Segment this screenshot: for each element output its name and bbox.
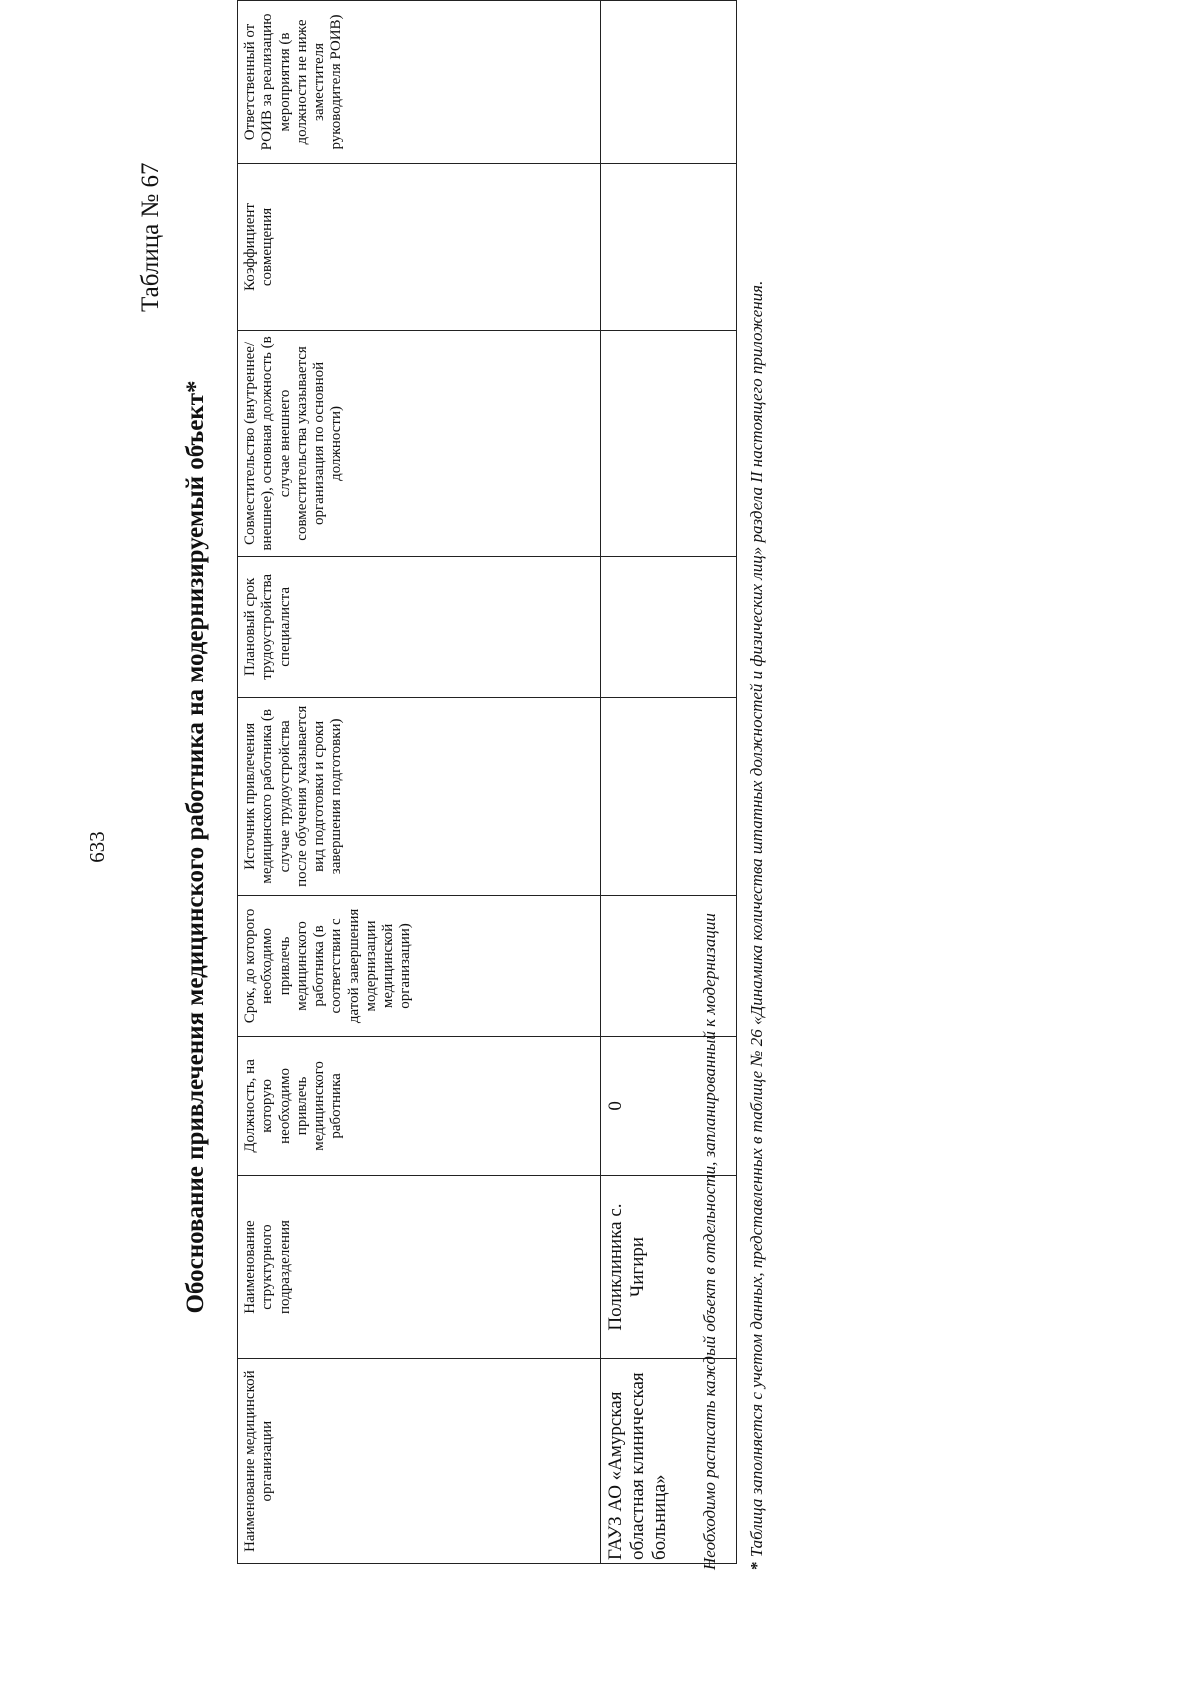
cell-organization: ГАУЗ АО «Амурская областная клиническая больница» — [601, 1359, 737, 1564]
column-header-deadline: Срок, до которого необходимо привлечь медицинского работника (в соответствии с датой завершения модернизации медицинской организации) — [238, 895, 601, 1036]
column-header-responsible: Ответственный от РОИВ за реализацию мероприятия (в должности не ниже заместителя руководителя РОИВ) — [238, 1, 601, 164]
column-header-coefficient: Коэффициент совмещения — [238, 163, 601, 330]
cell-subdivision: Поликлиника с. Чигири — [601, 1175, 737, 1359]
document-title: Обоснование привлечения медицинского работника на модернизируемый объект* — [182, 380, 209, 1314]
table-number: Таблица № 67 — [137, 162, 164, 312]
column-header-position: Должность, на которую необходимо привлечь медицинского работника — [238, 1037, 601, 1176]
column-header-source: Источник привлечения медицинского работника (в случае трудоустройства после обучения указывается вид подготовки и сроки завершения подготовки) — [238, 697, 601, 895]
footnote — [745, 130, 770, 1570]
column-header-organization: Наименование медицинской организации — [238, 1359, 601, 1564]
table-header-row — [238, 1, 601, 1564]
data-table — [237, 0, 737, 1564]
footnote-text: Таблица заполняется с учетом данных, представленных в таблице № 26 «Динамика количества штатных должностей и физических лиц» раздела II настоящего приложения. — [747, 280, 766, 1558]
page-number: 633 — [85, 831, 109, 863]
column-header-part-time: Совместительство (внутреннее/ внешнее), основная должность (в случае внешнего совместительства указывается организация по основной должности) — [238, 331, 601, 557]
footnote-star: * — [747, 1561, 766, 1570]
note-text: Необходимо расписать каждый объект в отдельности, запланированный к модернизации — [700, 913, 719, 1570]
column-header-subdivision: Наименование структурного подразделения — [238, 1175, 601, 1359]
column-header-planned-date: Плановый срок трудоустройства специалиста — [238, 556, 601, 697]
cell-position: 0 — [601, 1037, 737, 1176]
